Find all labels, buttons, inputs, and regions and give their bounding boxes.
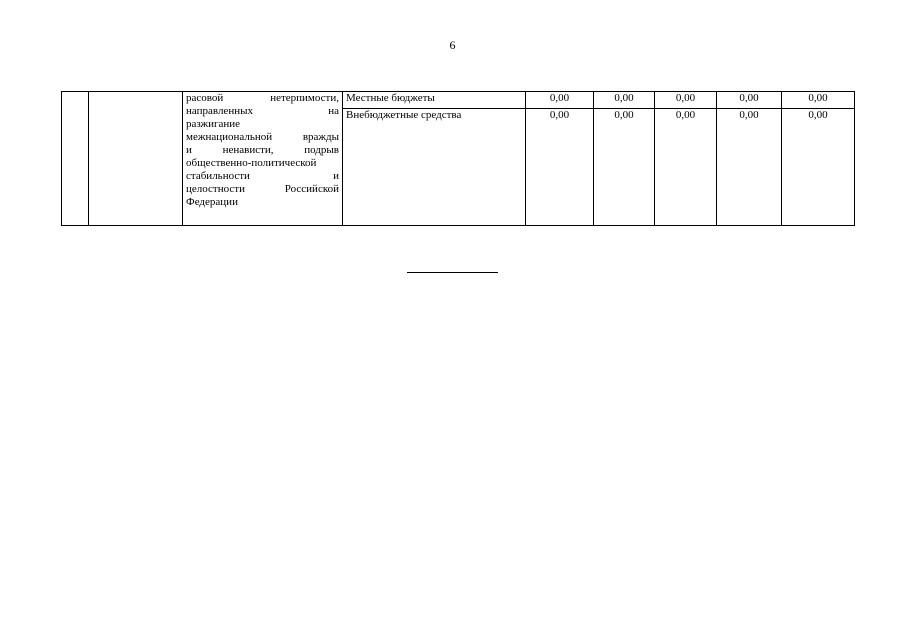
value-cell: 0,00 bbox=[594, 109, 655, 226]
value-cell: 0,00 bbox=[655, 92, 717, 109]
budget-table bbox=[61, 91, 855, 226]
description-cell bbox=[183, 92, 343, 226]
value-cell: 0,00 bbox=[655, 109, 717, 226]
value-cell: 0,00 bbox=[717, 92, 782, 109]
page-number: 6 bbox=[449, 38, 456, 52]
description-line: целостности Российской bbox=[186, 183, 339, 195]
description-line: разжигание bbox=[186, 118, 241, 130]
description-line: стабильности и bbox=[186, 170, 339, 182]
description-line: Федерации bbox=[186, 196, 238, 208]
program-cell bbox=[89, 92, 183, 226]
row-number-cell bbox=[62, 92, 89, 226]
value-cell: 0,00 bbox=[717, 109, 782, 226]
funding-source-cell: Внебюджетные средства bbox=[343, 109, 526, 226]
value-cell: 0,00 bbox=[594, 92, 655, 109]
value-cell: 0,00 bbox=[526, 92, 594, 109]
description-line: и ненависти, подрыв bbox=[186, 144, 339, 156]
value-cell: 0,00 bbox=[526, 109, 594, 226]
description-line: межнациональной вражды bbox=[186, 131, 339, 143]
description-line: общественно-политической bbox=[186, 157, 317, 169]
funding-source-cell: Местные бюджеты bbox=[343, 92, 526, 109]
value-cell: 0,00 bbox=[782, 109, 855, 226]
closing-divider-line bbox=[407, 272, 498, 273]
value-cell: 0,00 bbox=[782, 92, 855, 109]
description-line: расовой нетерпимости, bbox=[186, 92, 339, 104]
description-line: направленных на bbox=[186, 105, 339, 117]
table-row bbox=[62, 92, 855, 109]
